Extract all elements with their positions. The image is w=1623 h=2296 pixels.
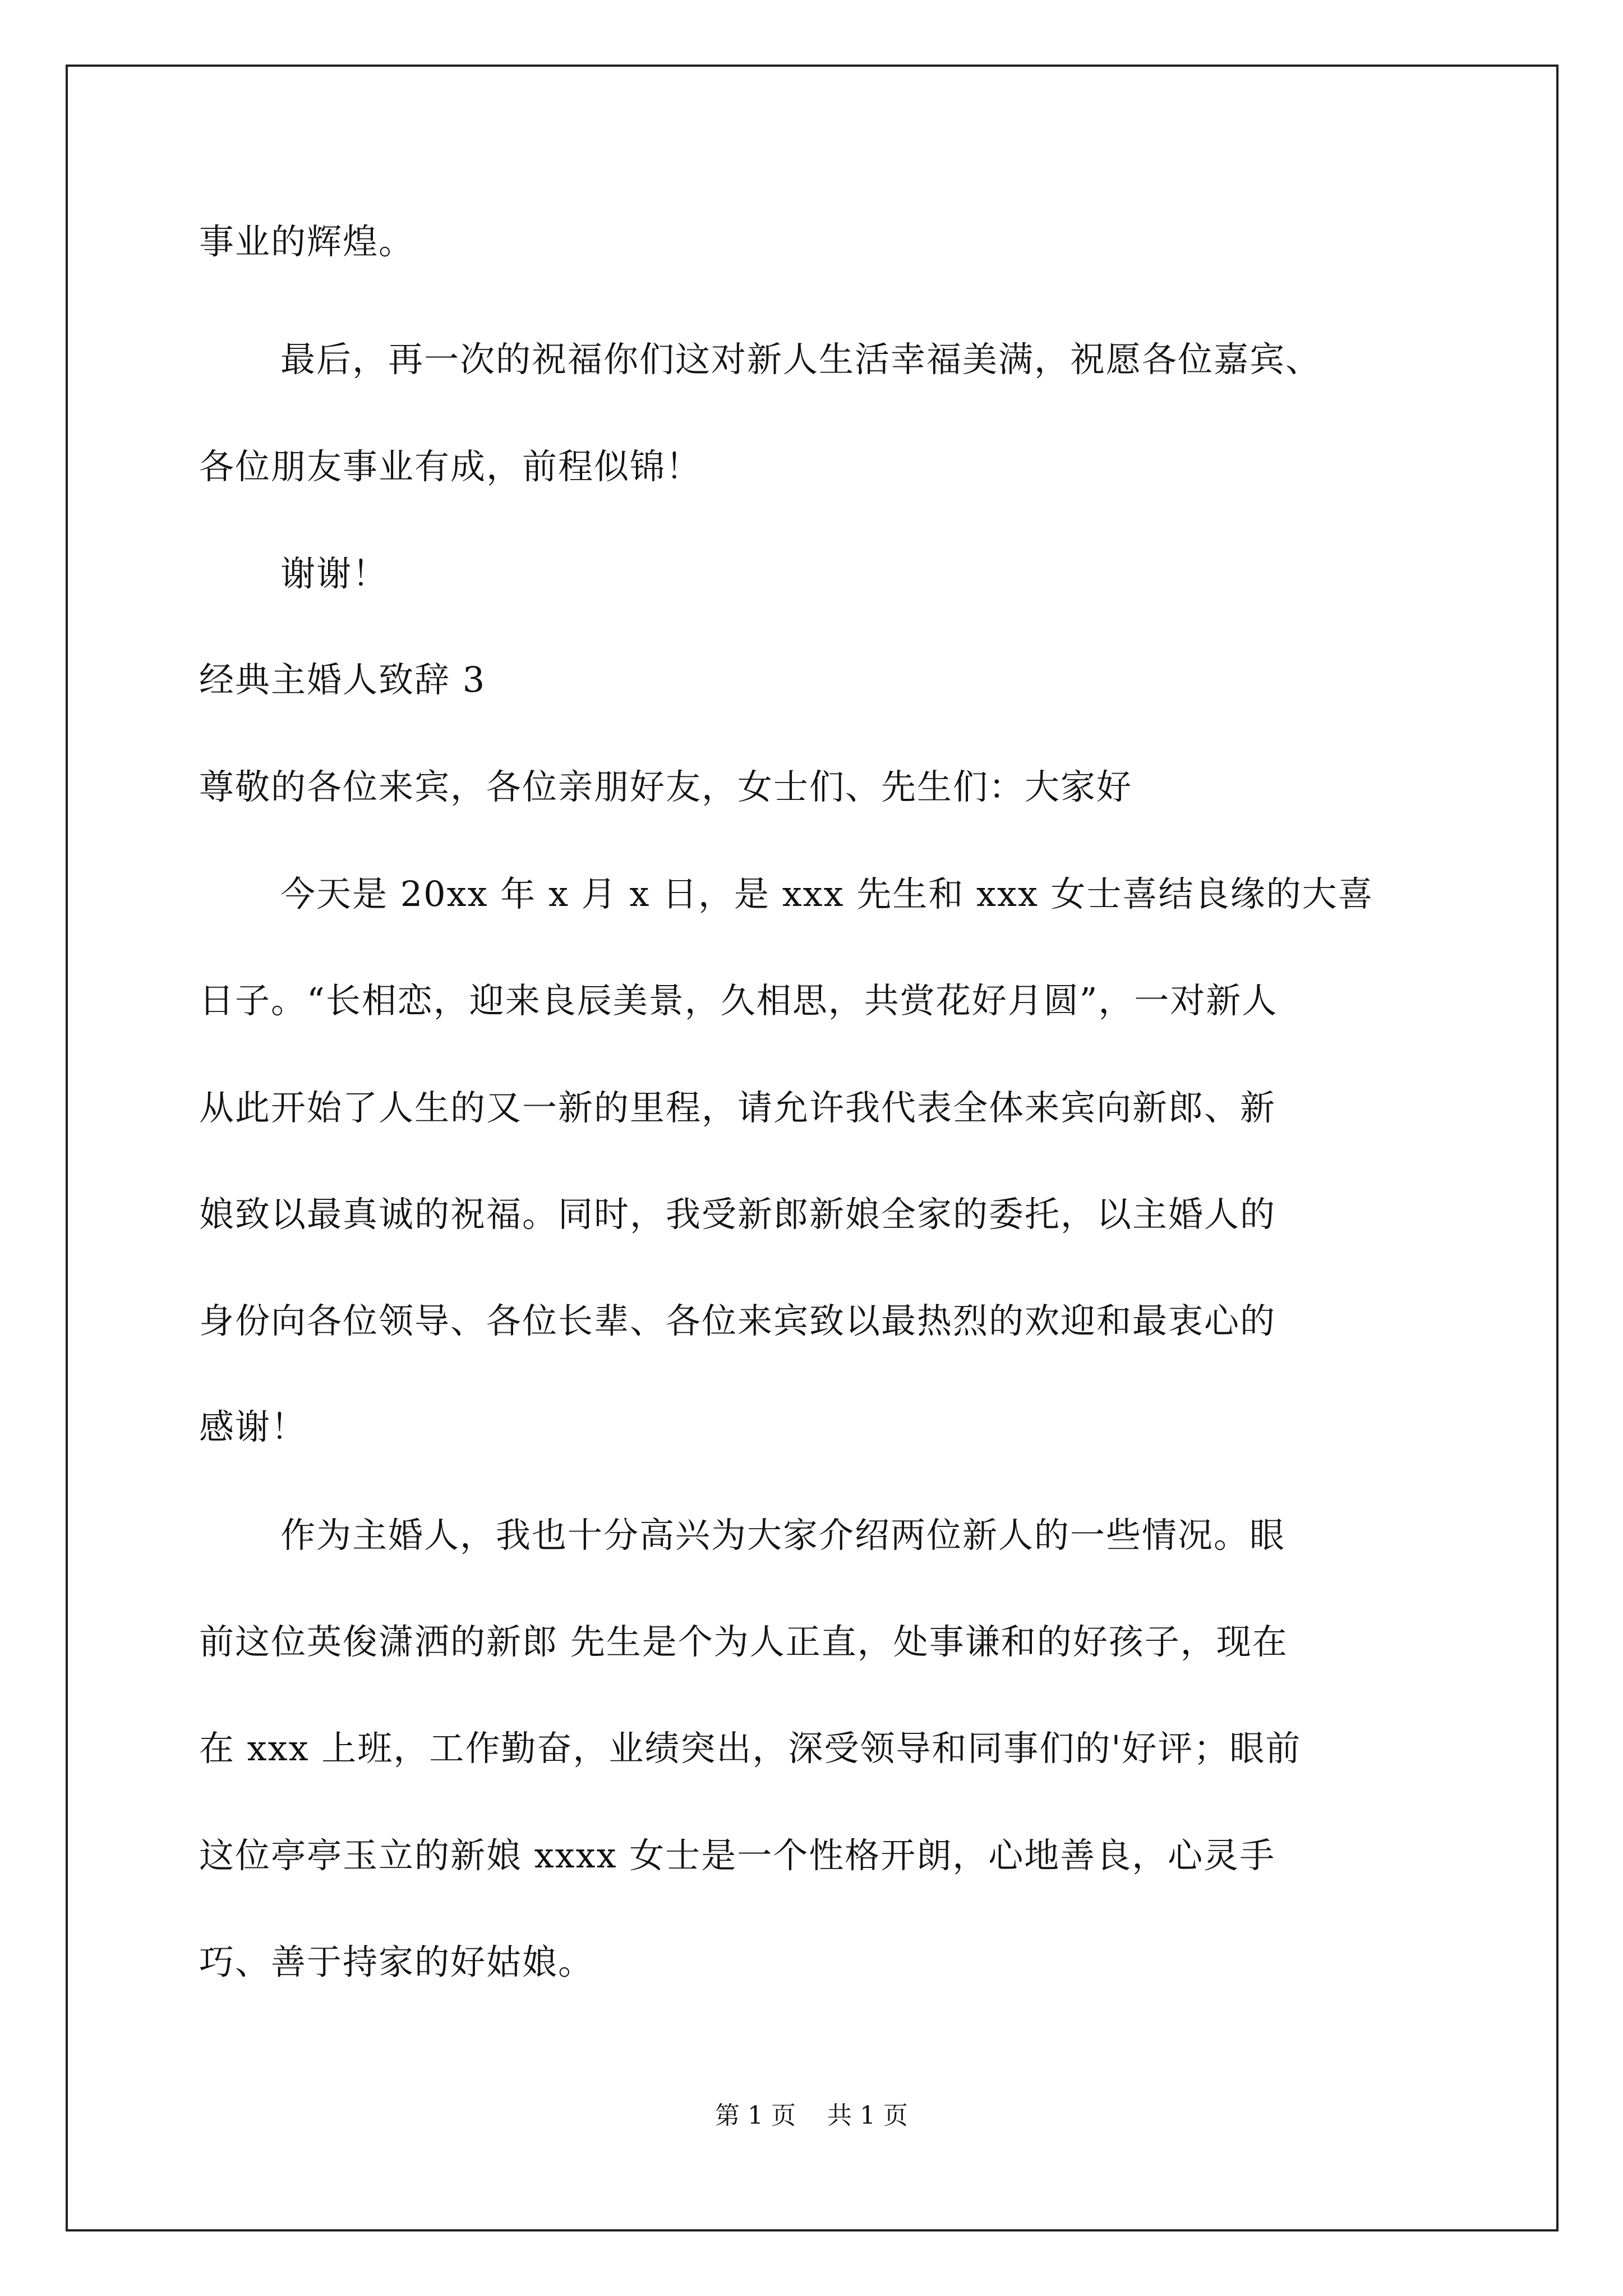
text-line-14: 前这位英俊潇洒的新郎 先生是个为人正直，处事谦和的好孩子，现在 [199,1621,1288,1662]
text-line-10: 娘致以最真诚的祝福。同时，我受新郎新娘全家的委托，以主婚人的 [199,1194,1276,1235]
page-border [66,65,1559,2231]
text-line-11: 身份向各位领导、各位长辈、各位来宾致以最热烈的欢迎和最衷心的 [199,1300,1276,1341]
section-heading: 经典主婚人致辞 3 [199,659,486,700]
text-line-6: 尊敬的各位来宾，各位亲朋好友，女士们、先生们：大家好 [199,766,1133,807]
text-line-1: 事业的辉煌。 [199,221,415,262]
page-footer: 第 1 页 共 1 页 [715,2101,908,2130]
text-line-8: 日子。“长相恋，迎来良辰美景，久相思，共赏花好月圆”，一对新人 [199,980,1278,1021]
text-line-7: 今天是 20xx 年 x 月 x 日，是 xxx 先生和 xxx 女士喜结良缘的大喜 [280,873,1374,914]
text-line-17: 巧、善于持家的好姑娘。 [199,1941,594,1982]
text-line-4: 谢谢！ [280,553,389,594]
text-line-2: 最后，再一次的祝福你们这对新人生活幸福美满，祝愿各位嘉宾、 [280,339,1322,380]
text-line-3: 各位朋友事业有成，前程似锦！ [199,446,702,487]
text-line-15: 在 xxx 上班，工作勤奋，业绩突出，深受领导和同事们的'好评；眼前 [199,1728,1302,1769]
text-line-13: 作为主婚人，我也十分高兴为大家介绍两位新人的一些情况。眼 [280,1515,1286,1556]
text-line-16: 这位亭亭玉立的新娘 xxxx 女士是一个性格开朗，心地善良，心灵手 [199,1835,1276,1876]
text-line-12: 感谢！ [199,1406,307,1447]
text-line-9: 从此开始了人生的又一新的里程，请允许我代表全体来宾向新郎、新 [199,1087,1276,1128]
